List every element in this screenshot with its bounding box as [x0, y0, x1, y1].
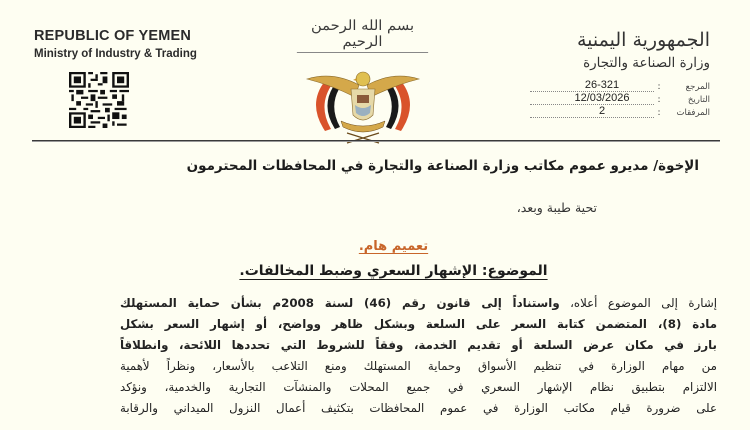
body-paragraph: [70, 293, 717, 419]
line-text: إشارة إلى الموضوع أعلاه،: [559, 296, 717, 310]
ministry-name-ar: وزارة الصناعة والتجارة: [583, 55, 710, 71]
yemen-eagle-emblem-icon: [303, 59, 423, 144]
circular-label: تعميم هام.: [358, 239, 429, 254]
subject-line: [70, 260, 717, 279]
paragraph-line: [120, 377, 717, 398]
colon: :: [657, 82, 661, 92]
attachments-label: المرفقات: [676, 108, 710, 118]
date-label: التاريخ: [687, 95, 710, 105]
colon: :: [657, 95, 661, 105]
header-divider: [32, 140, 720, 142]
date-row: [530, 92, 710, 105]
line-text: الالتزام بتطبيق نظام الإشهار السعري في جميع المحلات والمنشآت التجارية والخدمية، ونؤكد: [120, 380, 717, 394]
line-text-bold: مادة (8)، المتضمن كتابة السعر على السلعة وبشكل ظاهر وواضح، أو إشهار السعر بشكل: [120, 317, 717, 331]
attachments-row: [530, 105, 710, 118]
paragraph-line: [120, 356, 717, 377]
circular-heading: [70, 235, 717, 254]
letterhead-left: [34, 28, 197, 60]
line-text-bold: واستناداً إلى قانون رقم (46) لسنة 2008م بشأن حماية المستهلك: [120, 296, 560, 310]
letterhead-center: [300, 18, 425, 148]
line-text-bold: بارز في مكان عرض السلعة أو تقديم الخدمة، وفقاً للشروط التي تحددها اللائحة، وانطلاقاً: [120, 338, 717, 352]
line-text: من مهام الوزارة في تنظيم الأسواق وحماية المستهلك ومنع التلاعب بالأسعار، ونظراً لأهمية: [120, 359, 717, 373]
letterhead-right: [530, 28, 710, 118]
paragraph-line: [120, 293, 717, 314]
reference-label: المرجع: [685, 82, 710, 92]
country-name-en: REPUBLIC OF YEMEN: [34, 28, 192, 44]
date-value: 12/03/2026: [530, 92, 654, 105]
paragraph-line: [120, 335, 717, 356]
reference-row: [530, 79, 710, 92]
subject-text: الموضوع: الإشهار السعري وضبط المخالفات.: [239, 263, 548, 279]
reference-value: 26-321: [530, 79, 654, 92]
paragraph-line: [120, 314, 717, 335]
addressee: الإخوة/ مديرو عموم مكاتب وزارة الصناعة والتجارة في المحافظات المحترمون: [186, 158, 699, 174]
line-text: على ضرورة قيام مكاتب الوزارة في عموم المحافظات بتكثيف أعمال النزول الميداني والرقابة: [120, 401, 717, 415]
paragraph-line: [120, 398, 717, 419]
country-name-ar: الجمهورية اليمنية: [576, 29, 710, 51]
ministry-name-en: Ministry of Industry & Trading: [34, 48, 197, 60]
letter-body: [70, 158, 717, 419]
colon: :: [657, 108, 661, 118]
greeting: تحية طيبة وبعد،: [516, 200, 597, 215]
basmala: بسم الله الرحمن الرحيم: [297, 18, 428, 53]
qr-code-icon: [69, 72, 129, 128]
attachments-value: 2: [530, 105, 654, 118]
